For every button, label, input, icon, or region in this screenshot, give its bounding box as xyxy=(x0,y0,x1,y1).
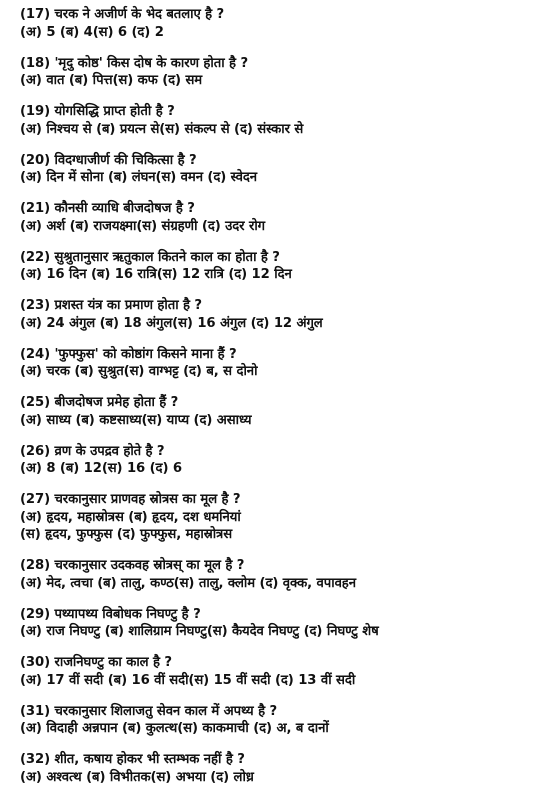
answer-options: (अ) 16 दिन (ब) 16 रात्रि(स) 12 रात्रि (द) 12 दिन xyxy=(20,267,292,282)
question-text: (19) योगसिद्धि प्राप्त होती है ? xyxy=(20,104,175,119)
answer-options: (अ) अर्श (ब) राजयक्ष्मा(स) संग्रहणी (द) उदर रोग xyxy=(20,218,265,234)
question-text: (30) राजनिघण्टु का काल है ? xyxy=(20,655,172,670)
question-text: (18) 'मृदु कोष्ठ' किस दोष के कारण होता है ? xyxy=(20,55,249,71)
answer-options: (अ) राज निघण्टु (ब) शालिग्राम निघण्टु(स) कैयदेव निघण्टु (द) निघण्टु शेष xyxy=(20,624,379,639)
answer-options: (अ) साध्य (ब) कष्टसाध्य(स) याप्य (द) असाध्य xyxy=(20,412,252,428)
question-item xyxy=(20,6,545,41)
question-text: (26) व्रण के उपद्रव होते है ? xyxy=(20,443,165,459)
question-item xyxy=(20,297,545,332)
answer-options: (स) हृदय, फुफ्फुस (द) फुफ्फुस, महास्रोत्रस xyxy=(20,527,233,542)
answer-options: (अ) दिन में सोना (ब) लंघन(स) वमन (द) स्वेदन xyxy=(20,170,258,185)
question-item xyxy=(20,654,545,689)
answer-options: (अ) चरक (ब) सुश्रुत(स) वाग्भट्ट (द) ब, स दोनो xyxy=(20,364,258,379)
question-item xyxy=(20,200,545,235)
answer-options: (अ) विदाही अन्नपान (ब) कुलत्थ(स) काकमाची (द) अ, ब दानों xyxy=(20,721,329,736)
question-text: (17) चरक ने अजीर्ण के भेद बतलाए है ? xyxy=(20,7,225,22)
answer-options: (अ) 5 (ब) 4(स) 6 (द) 2 xyxy=(20,24,164,40)
question-text: (28) चरकानुसार उदकवह स्रोत्रस् का मूल है ? xyxy=(20,558,245,573)
question-list xyxy=(20,6,545,800)
answer-options: (अ) 17 वीं सदी (ब) 16 वीं सदी(स) 15 वीं सदी (द) 13 वीं सदी xyxy=(20,672,356,688)
answer-options: (अ) वात (ब) पित्त(स) कफ (द) सम xyxy=(20,73,203,88)
answer-options: (अ) 8 (ब) 12(स) 16 (द) 6 xyxy=(20,461,182,476)
answer-options: (अ) 24 अंगुल (ब) 18 अंगुल(स) 16 अंगुल (द) 12 अंगुल xyxy=(20,315,323,331)
question-text: (25) बीजदोषज प्रमेह होता हैं ? xyxy=(20,395,179,410)
question-item xyxy=(20,394,545,429)
question-item xyxy=(20,443,545,478)
question-text: (23) प्रशस्त यंत्र का प्रमाण होता है ? xyxy=(20,298,202,313)
answer-options: (अ) अश्वत्थ (ब) विभीतक(स) अभया (द) लोध्र xyxy=(20,769,254,785)
question-item xyxy=(20,55,545,90)
question-text: (20) विदग्धाजीर्ण की चिकित्सा है ? xyxy=(20,152,197,168)
answer-options: (अ) हृदय, महास्रोत्रस (ब) हृदय, दश धमनियां xyxy=(20,509,241,525)
question-item xyxy=(20,557,545,592)
answer-options: (अ) मेद, त्वचा (ब) तालु, कण्ठ(स) तालु, क्लोम (द) वृक्क, वपावहन xyxy=(20,575,356,591)
question-item xyxy=(20,491,545,544)
question-item xyxy=(20,606,545,641)
question-text: (32) शीत, कषाय होकर भी स्तम्भक नहीं है ? xyxy=(20,752,245,767)
question-item xyxy=(20,346,545,381)
question-item xyxy=(20,152,545,187)
question-item xyxy=(20,751,545,786)
question-text: (27) चरकानुसार प्राणवह स्रोत्रस का मूल है ? xyxy=(20,492,241,507)
question-text: (21) कौनसी व्याधि बीजदोषज है ? xyxy=(20,201,195,216)
question-text: (22) सुश्रुतानुसार ऋतुकाल कितने काल का होता है ? xyxy=(20,249,280,265)
question-item xyxy=(20,703,545,738)
answer-options: (अ) निश्चय से (ब) प्रयत्न से(स) संकल्प से (द) संस्कार से xyxy=(20,121,304,137)
question-text: (31) चरकानुसार शिलाजतु सेवन काल में अपथ्य है ? xyxy=(20,703,278,719)
question-item xyxy=(20,249,545,284)
question-text: (29) पथ्यापथ्य विबोधक निघण्टु है ? xyxy=(20,606,201,622)
question-item xyxy=(20,103,545,138)
question-text: (24) 'फुफ्फुस' को कोष्ठांग किसने माना हैं ? xyxy=(20,346,237,362)
